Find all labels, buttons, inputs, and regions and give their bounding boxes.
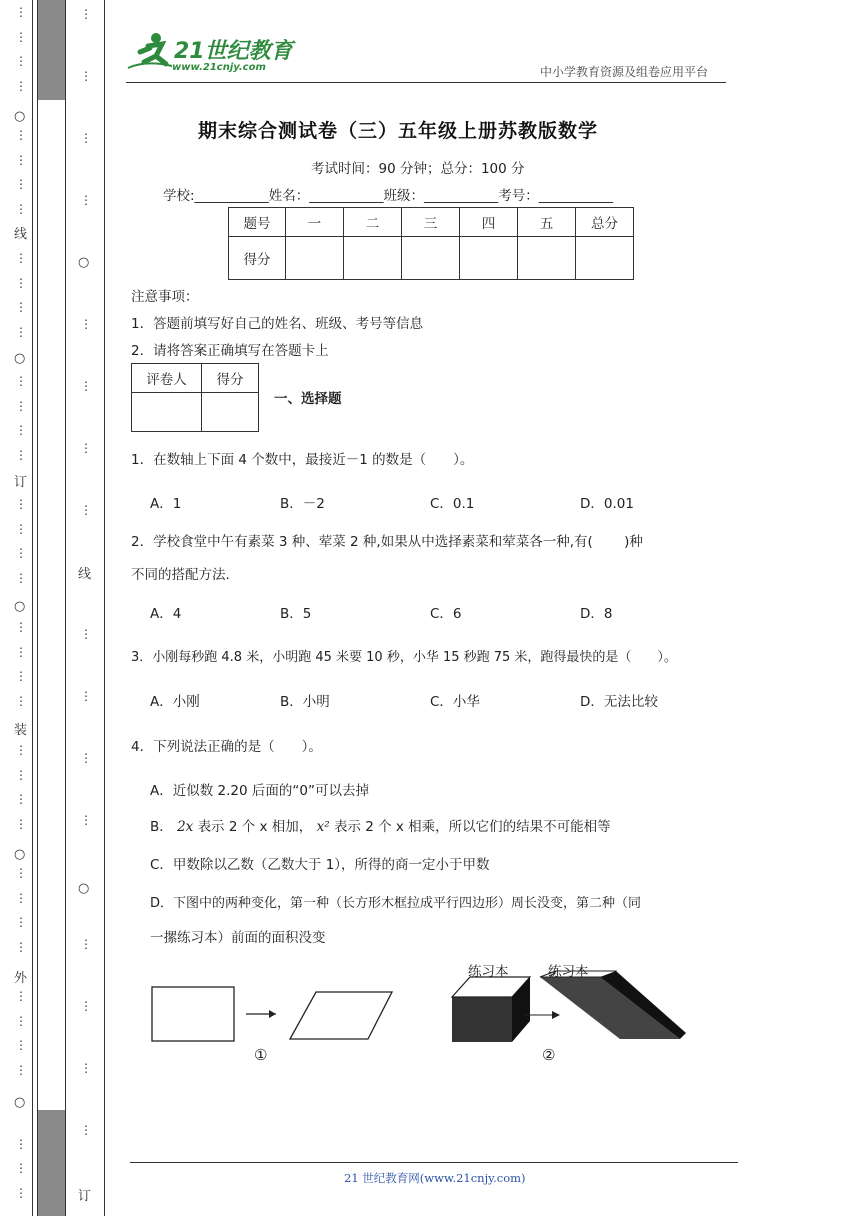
margin-dot: ⋮	[15, 1136, 27, 1151]
margin-dot: ⋮	[15, 570, 27, 585]
logo	[126, 30, 296, 78]
footer-rule	[130, 1162, 738, 1163]
binding-margin	[0, 0, 110, 1216]
q2-option-b[interactable]: B．5	[280, 606, 312, 622]
table-cell: 四	[460, 208, 518, 237]
question-2: 2．学校食堂中午有素菜 3 种、荤菜 2 种,如果从中选择素菜和荤菜各一种,有( )种	[131, 534, 643, 550]
section-heading: 一、选择题	[274, 391, 342, 407]
margin-shade-top	[38, 0, 65, 100]
margin-dot: ⋮	[15, 54, 27, 69]
exam-info: 考试时间：90 分钟；总分：100 分	[311, 161, 525, 177]
figure-label-1: ①	[254, 1046, 268, 1064]
table-cell: 评卷人	[132, 364, 202, 393]
margin-dot: ⋮	[15, 251, 27, 265]
margin-dot: ⋮	[15, 1161, 27, 1176]
score-input-cell[interactable]	[518, 237, 576, 280]
margin-dot: ⋮	[80, 689, 92, 703]
book-label-1: 练习本	[468, 964, 509, 980]
question-2-cont: 不同的搭配方法.	[131, 567, 230, 583]
margin-dot: ⋮	[15, 78, 27, 93]
margin-dot: ⋮	[15, 866, 27, 880]
margin-dot: ⋮	[15, 743, 27, 757]
margin-dot: ⋮	[80, 131, 92, 145]
margin-dot: ⋮	[15, 767, 27, 782]
q4-option-a[interactable]: A．近似数 2.20 后面的“0”可以去掉	[150, 783, 369, 799]
q1-option-c[interactable]: C．0.1	[430, 496, 475, 512]
header-rule	[126, 82, 726, 83]
runner-logo-icon	[126, 30, 176, 74]
question-4: 4．下列说法正确的是（ ）。	[131, 739, 322, 755]
margin-dot: ⋮	[15, 1062, 27, 1077]
table-row	[229, 237, 634, 280]
table-cell: 得分	[229, 237, 286, 280]
margin-dot: ⋮	[15, 324, 27, 339]
margin-circle: ○	[14, 599, 26, 614]
margin-dot: ⋮	[15, 423, 27, 438]
q4-option-c[interactable]: C．甲数除以乙数（乙数大于 1），所得的商一定小于甲数	[150, 857, 490, 873]
q2-option-a[interactable]: A．4	[150, 606, 182, 622]
logo-title: 21世纪教育	[174, 39, 293, 64]
book-stack-icon	[452, 977, 530, 1042]
q4-option-d[interactable]: D．下图中的两种变化，第一种（长方形木框拉成平行四边形）周长没变，第二种（同	[150, 896, 642, 911]
table-row	[229, 208, 634, 237]
q4-figure	[140, 955, 700, 1075]
q4-option-b-post: 表示 2 个 x 相乘，所以它们的结果不可能相等	[333, 819, 611, 835]
score-input-cell[interactable]	[344, 237, 402, 280]
q1-option-b[interactable]: B．－2	[280, 496, 325, 512]
table-cell: 一	[286, 208, 344, 237]
note-item: 2．请将答案正确填写在答题卡上	[131, 343, 329, 359]
q1-option-d[interactable]: D．0.01	[580, 496, 634, 512]
q4-option-b[interactable]	[150, 815, 611, 835]
grader-input-cell[interactable]	[202, 393, 259, 432]
margin-dot: ⋮	[15, 201, 27, 216]
margin-dot: ⋮	[15, 1185, 27, 1200]
rectangle-shape	[152, 987, 234, 1041]
margin-dot: ⋮	[80, 627, 92, 641]
arrow-head-icon	[269, 1010, 276, 1018]
margin-circle: ○	[14, 109, 26, 124]
margin-dot: ⋮	[80, 317, 92, 331]
margin-dot: ⋮	[80, 1123, 92, 1137]
book-label-2: 练习本	[548, 964, 589, 980]
q2-option-c[interactable]: C．6	[430, 606, 462, 622]
q3-option-a[interactable]: A．小刚	[150, 694, 200, 710]
score-input-cell[interactable]	[460, 237, 518, 280]
margin-dot: ⋮	[15, 546, 27, 561]
margin-label-ding-bottom: 订	[78, 1189, 92, 1204]
margin-dot: ⋮	[80, 69, 92, 83]
margin-circle: ○	[78, 881, 90, 896]
table-cell: 题号	[229, 208, 286, 237]
margin-dot: ⋮	[15, 447, 27, 462]
figure-label-2: ②	[542, 1046, 556, 1064]
margin-dot: ⋮	[15, 816, 27, 831]
margin-dot: ⋮	[15, 497, 27, 511]
table-cell: 二	[344, 208, 402, 237]
margin-dot: ⋮	[15, 177, 27, 192]
q4-option-d-cont: 一摞练习本）前面的面积没变	[150, 930, 326, 946]
margin-circle: ○	[78, 255, 90, 270]
score-input-cell[interactable]	[576, 237, 634, 280]
q3-option-c[interactable]: C．小华	[430, 694, 480, 710]
table-cell: 得分	[202, 364, 259, 393]
margin-label-ding: 订	[14, 475, 28, 490]
margin-circle: ○	[14, 351, 26, 366]
margin-dot: ⋮	[15, 890, 27, 905]
margin-strip	[37, 0, 66, 1216]
margin-dot: ⋮	[15, 300, 27, 315]
margin-dot: ⋮	[15, 152, 27, 167]
margin-dot: ⋮	[15, 693, 27, 708]
table-row	[132, 364, 259, 393]
margin-dot: ⋮	[80, 937, 92, 951]
grader-input-cell[interactable]	[132, 393, 202, 432]
margin-dot: ⋮	[80, 503, 92, 517]
q3-option-d[interactable]: D．无法比较	[580, 694, 658, 710]
q4-option-b-mid: 表示 2 个 x 相加，	[197, 819, 313, 835]
margin-line-right	[104, 0, 105, 1216]
math-2x: 2x	[177, 819, 194, 835]
table-cell: 三	[402, 208, 460, 237]
score-input-cell[interactable]	[402, 237, 460, 280]
margin-dot: ⋮	[15, 128, 27, 142]
margin-dot: ⋮	[80, 751, 92, 765]
margin-dot: ⋮	[15, 29, 27, 44]
margin-dot: ⋮	[15, 939, 27, 954]
q4-option-b-prefix: B．	[150, 819, 173, 835]
margin-dot: ⋮	[15, 989, 27, 1003]
student-info: 学校:___________姓名：___________班级：___________考号：___________	[163, 188, 614, 204]
logo-url: www.21cnjy.com	[172, 62, 266, 73]
margin-dot: ⋮	[15, 398, 27, 413]
margin-dot: ⋮	[15, 275, 27, 290]
margin-dot: ⋮	[15, 792, 27, 807]
margin-dot: ⋮	[15, 374, 27, 388]
margin-label-wai: 外	[14, 971, 28, 986]
q3-option-b[interactable]: B．小明	[280, 694, 330, 710]
slanted-book-stack-icon	[540, 971, 686, 1039]
margin-dot: ⋮	[15, 669, 27, 684]
score-input-cell[interactable]	[286, 237, 344, 280]
table-cell: 五	[518, 208, 576, 237]
score-table	[228, 207, 634, 280]
question-3: 3．小刚每秒跑 4.8 米，小明跑 45 米要 10 秒，小华 15 秒跑 75 米，跑得最快的是（ ）。	[131, 650, 677, 665]
note-item: 1．答题前填写好自己的姓名、班级、考号等信息	[131, 316, 424, 332]
margin-label-zhuang: 装	[14, 723, 28, 738]
margin-label-xian-inner: 线	[78, 567, 92, 582]
notes-heading: 注意事项：	[131, 289, 199, 305]
margin-shade-bottom	[38, 1110, 65, 1216]
footer-link[interactable]: 21 世纪教育网(www.21cnjy.com)	[344, 1171, 526, 1185]
margin-dot: ⋮	[15, 620, 27, 634]
margin-dot: ⋮	[80, 813, 92, 827]
math-x-squared: x²	[316, 819, 330, 835]
margin-dot: ⋮	[15, 521, 27, 536]
margin-dot: ⋮	[80, 1061, 92, 1075]
margin-dot: ⋮	[15, 5, 27, 19]
margin-dot: ⋮	[80, 379, 92, 393]
arrow-head-icon	[552, 1011, 560, 1019]
q1-option-a[interactable]: A．1	[150, 496, 182, 512]
margin-label-xian: 线	[14, 227, 28, 242]
margin-dot: ⋮	[15, 1038, 27, 1053]
q2-option-d[interactable]: D．8	[580, 606, 613, 622]
margin-dot: ⋮	[80, 441, 92, 455]
margin-circle: ○	[14, 1095, 26, 1110]
margin-dot: ⋮	[15, 644, 27, 659]
margin-line-left	[32, 0, 33, 1216]
table-row	[132, 393, 259, 432]
parallelogram-shape	[290, 992, 392, 1039]
margin-dot: ⋮	[15, 1013, 27, 1028]
margin-dot: ⋮	[80, 193, 92, 207]
grader-table	[131, 363, 259, 432]
question-1: 1．在数轴上下面 4 个数中，最接近－1 的数是（ ）。	[131, 452, 474, 468]
margin-circle: ○	[14, 847, 26, 862]
header-platform-text: 中小学教育资源及组卷应用平台	[540, 65, 709, 79]
margin-dot: ⋮	[15, 915, 27, 930]
margin-dot: ⋮	[80, 7, 92, 21]
table-cell: 总分	[576, 208, 634, 237]
margin-dot: ⋮	[80, 999, 92, 1013]
page-title: 期末综合测试卷（三）五年级上册苏教版数学	[198, 120, 599, 142]
